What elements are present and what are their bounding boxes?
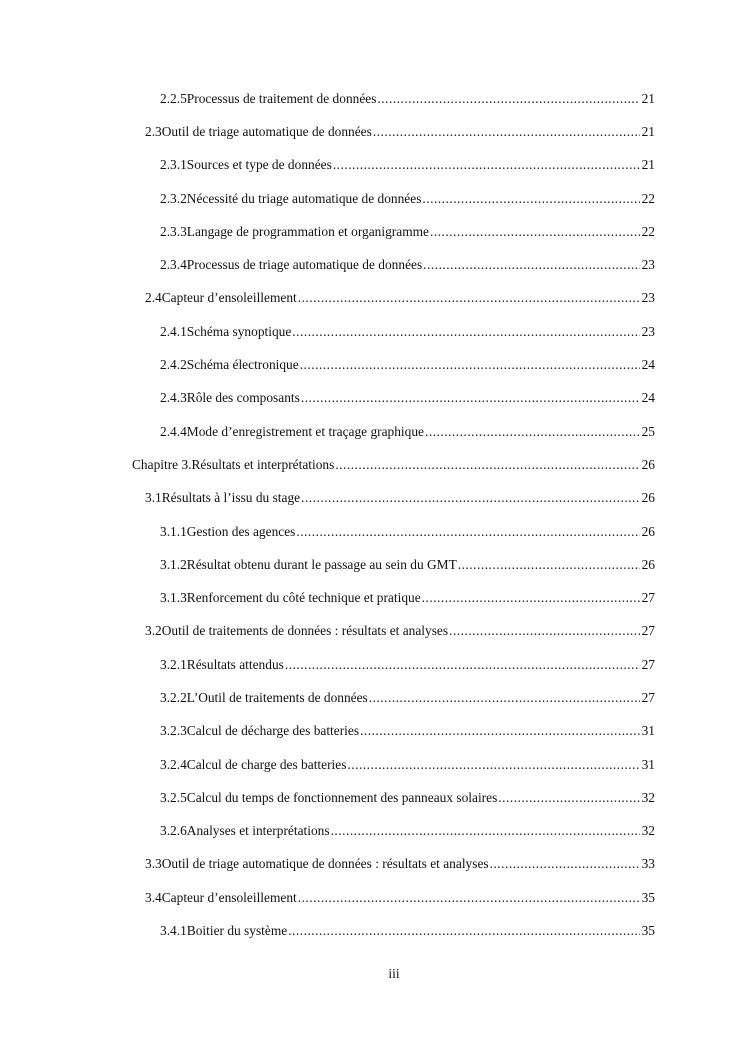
toc-entry-page: 31 [641, 723, 655, 739]
page-footer-number: iii [388, 966, 400, 981]
dot-leader [296, 524, 639, 540]
toc-entry-page: 23 [641, 290, 655, 306]
toc-entry-number: 2.4 [145, 290, 162, 306]
toc-entry-title: Outil de traitements de données : résultats et analyses [161, 623, 449, 639]
toc-entry-page: 26 [641, 523, 655, 539]
table-of-contents [0, 82, 745, 948]
toc-entry-page: 23 [641, 257, 655, 273]
toc-entry-title: Calcul de charge des batteries [186, 756, 347, 772]
toc-entry-title: Rôle des composants [186, 390, 300, 406]
toc-entry-title: Calcul de décharge des batteries [186, 723, 360, 739]
dot-leader [373, 124, 640, 140]
toc-entry[interactable] [0, 448, 745, 481]
toc-entry-title: Schéma synoptique [186, 323, 292, 339]
toc-entry-page: 21 [641, 157, 655, 173]
toc-entry-number: 2.4.3 [160, 390, 187, 406]
toc-entry-title: Boitier du système [186, 923, 288, 939]
toc-entry[interactable] [0, 149, 745, 182]
dot-leader [288, 923, 639, 939]
toc-entry[interactable] [0, 748, 745, 781]
toc-entry-page: 23 [641, 323, 655, 339]
toc-entry[interactable] [0, 515, 745, 548]
toc-entry-title: Nécessité du triage automatique de données [186, 190, 422, 206]
toc-entry-page: 24 [641, 390, 655, 406]
toc-entry[interactable] [0, 182, 745, 215]
toc-entry-number: 2.3 [145, 123, 162, 139]
toc-entry-number: 3.3 [145, 856, 162, 872]
dot-leader [298, 890, 640, 906]
toc-entry[interactable] [0, 482, 745, 515]
toc-entry-page: 35 [641, 923, 655, 939]
dot-leader [360, 723, 640, 739]
toc-entry-title: Sources et type de données [186, 157, 332, 173]
dot-leader [430, 224, 640, 240]
dot-leader [422, 191, 639, 207]
dot-leader [292, 324, 639, 340]
toc-entry-number: 3.4.1 [160, 923, 187, 939]
toc-entry-title: Renforcement du côté technique et pratique [186, 590, 421, 606]
toc-entry-number: Chapitre 3. [132, 456, 192, 472]
toc-entry-title: Gestion des agences [186, 523, 296, 539]
toc-entry-number: 2.3.1 [160, 157, 187, 173]
toc-entry-number: 3.2.2 [160, 689, 187, 705]
toc-entry-title: Capteur d’ensoleillement [161, 889, 297, 905]
dot-leader [425, 424, 640, 440]
toc-entry-number: 3.2.3 [160, 723, 187, 739]
toc-entry-page: 22 [641, 190, 655, 206]
dot-leader [301, 390, 640, 406]
toc-entry[interactable] [0, 815, 745, 848]
toc-entry-number: 3.2.6 [160, 823, 187, 839]
toc-entry-title: Résultats et interprétations [191, 456, 335, 472]
toc-entry-number: 3.1.2 [160, 556, 187, 572]
toc-entry-title: Calcul du temps de fonctionnement des panneaux solaires [186, 789, 498, 805]
toc-entry-number: 3.1 [145, 490, 162, 506]
toc-entry-number: 3.2.5 [160, 789, 187, 805]
toc-entry-title: Résultats à l’issu du stage [161, 490, 301, 506]
dot-leader [333, 157, 640, 173]
dot-leader [458, 557, 640, 573]
dot-leader [449, 623, 640, 639]
toc-entry-title: Outil de triage automatique de données : résultats et analyses [161, 856, 489, 872]
toc-entry-number: 3.2.1 [160, 656, 187, 672]
toc-entry-page: 35 [641, 889, 655, 905]
toc-entry-number: 2.3.4 [160, 257, 187, 273]
toc-entry-number: 2.4.4 [160, 423, 187, 439]
toc-entry-page: 27 [641, 623, 655, 639]
toc-entry-page: 21 [641, 123, 655, 139]
toc-entry[interactable] [0, 415, 745, 448]
toc-entry-page: 27 [641, 590, 655, 606]
toc-entry-title: Schéma électronique [186, 357, 299, 373]
toc-entry[interactable] [0, 648, 745, 681]
toc-entry-title: Résultat obtenu durant le passage au sein du GMT [186, 556, 457, 572]
toc-entry-page: 27 [641, 689, 655, 705]
toc-entry[interactable] [0, 248, 745, 281]
toc-entry[interactable] [0, 382, 745, 415]
toc-entry-number: 3.1.3 [160, 590, 187, 606]
toc-entry-title: Langage de programmation et organigramme [186, 223, 429, 239]
toc-entry[interactable] [0, 581, 745, 614]
toc-entry-title: L’Outil de traitements de données [186, 689, 368, 705]
dot-leader [331, 823, 640, 839]
toc-entry-number: 3.2.4 [160, 756, 187, 772]
toc-entry[interactable] [0, 848, 745, 881]
toc-entry-title: Capteur d’ensoleillement [161, 290, 297, 306]
toc-entry-title: Processus de triage automatique de données [186, 257, 423, 273]
dot-leader [347, 757, 639, 773]
toc-entry[interactable] [0, 315, 745, 348]
toc-entry[interactable] [0, 82, 745, 115]
toc-entry-title: Processus de traitement de données [186, 90, 377, 106]
toc-entry[interactable] [0, 348, 745, 381]
toc-entry[interactable] [0, 781, 745, 814]
toc-entries [0, 82, 745, 948]
dot-leader [369, 690, 640, 706]
toc-entry[interactable] [0, 681, 745, 714]
dot-leader [498, 790, 639, 806]
toc-entry-page: 21 [641, 90, 655, 106]
toc-entry[interactable] [0, 282, 745, 315]
toc-entry-title: Résultats attendus [186, 656, 284, 672]
dot-leader [422, 590, 640, 606]
dot-leader [377, 91, 639, 107]
toc-entry-page: 24 [641, 357, 655, 373]
toc-entry-page: 26 [641, 556, 655, 572]
toc-entry[interactable] [0, 548, 745, 581]
toc-entry-page: 31 [641, 756, 655, 772]
toc-entry-title: Mode d’enregistrement et traçage graphique [186, 423, 424, 439]
toc-entry-page: 22 [641, 223, 655, 239]
dot-leader [301, 490, 640, 506]
toc-entry-page: 26 [641, 456, 655, 472]
toc-entry[interactable] [0, 615, 745, 648]
toc-entry-title: Outil de triage automatique de données [161, 123, 372, 139]
dot-leader [285, 657, 640, 673]
toc-entry-page: 27 [641, 656, 655, 672]
toc-entry[interactable] [0, 881, 745, 914]
dot-leader [335, 457, 639, 473]
toc-entry-title: Analyses et interprétations [186, 823, 330, 839]
toc-entry-number: 2.4.1 [160, 323, 187, 339]
toc-entry-page: 32 [641, 823, 655, 839]
toc-entry[interactable] [0, 215, 745, 248]
toc-entry-number: 2.3.2 [160, 190, 187, 206]
toc-entry[interactable] [0, 115, 745, 148]
toc-entry-number: 3.1.1 [160, 523, 187, 539]
toc-entry-page: 32 [641, 789, 655, 805]
dot-leader [423, 257, 639, 273]
dot-leader [490, 856, 640, 872]
toc-entry-page: 26 [641, 490, 655, 506]
toc-entry-page: 33 [641, 856, 655, 872]
toc-entry-number: 3.2 [145, 623, 162, 639]
toc-entry-page: 25 [641, 423, 655, 439]
dot-leader [300, 357, 640, 373]
toc-entry-number: 2.4.2 [160, 357, 187, 373]
dot-leader [298, 290, 640, 306]
toc-entry-number: 2.3.3 [160, 223, 187, 239]
toc-entry-number: 3.4 [145, 889, 162, 905]
toc-entry[interactable] [0, 715, 745, 748]
toc-entry-number: 2.2.5 [160, 90, 187, 106]
toc-entry[interactable] [0, 914, 745, 947]
